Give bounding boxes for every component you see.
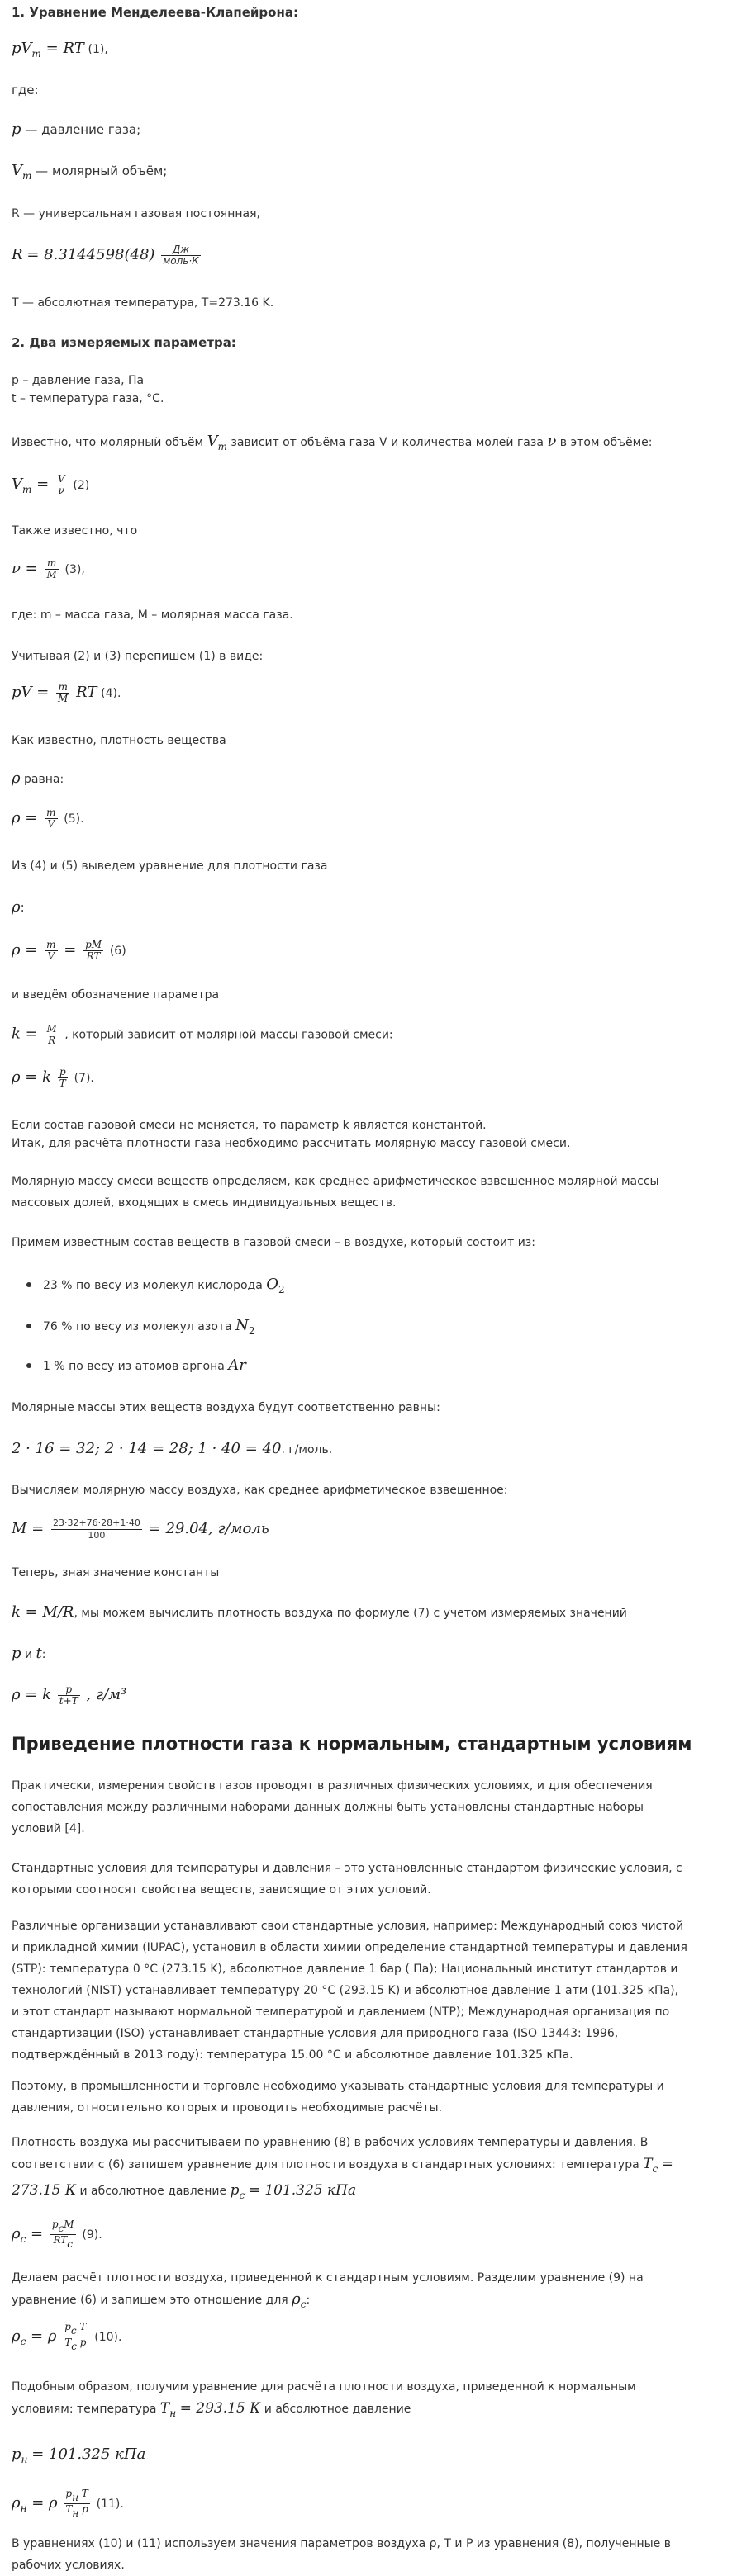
- air-average-intro: Вычисляем молярную массу воздуха, как среднее арифметическое взвешенное:: [12, 1484, 508, 1497]
- s3-paragraph-6: Делаем расчёт плотности воздуха, приведенной к стандартным условиям. Разделим уравнение (9) на уравнение (6) и запишем это отношение для $\rho_c$:: [12, 2271, 644, 2310]
- r-definition: R — универсальная газовая постоянная,: [12, 207, 260, 220]
- bullet-icon: [26, 1282, 31, 1287]
- t-definition: T — абсолютная температура, T=273.16 K.: [12, 296, 274, 310]
- bullet-icon: [26, 1324, 31, 1328]
- air-composition-intro: Примем известным состав веществ в газовой смеси – в воздухе, который состоит из:: [12, 1236, 535, 1249]
- rho-equals: ρ равна:: [12, 769, 64, 787]
- equation-7: ρ = k $\frac{p}{T}$ (7).: [12, 1066, 94, 1089]
- param-temperature: t – температура газа, °С.: [12, 392, 164, 405]
- bullet-icon: [26, 1363, 31, 1368]
- s3-paragraph-7: Подобным образом, получим уравнение для расчёта плотности воздуха, приведенной к нормальным условиям: температура $T_н = 293.15$ К и абсолютное давление: [12, 2380, 636, 2419]
- equation-9: $\rho_c$ = $\frac{\text{pcM}}{\text{RTc}}$ (9).: [12, 2218, 102, 2250]
- section-1-heading: 1. Уравнение Менделеева-Клапейрона:: [12, 5, 298, 20]
- knowing-constant: Теперь, зная значение константы: [12, 1566, 220, 1579]
- pn-value: $p_н = 101.325$ кПа: [12, 2446, 146, 2465]
- s3-paragraph-1: Практически, измерения свойств газов проводят в различных физических условиях, и для обеспечения сопоставления между различными наборами данных должны быть установлены стандартные наборы условий [4].: [12, 1779, 653, 1835]
- equation-10: $\rho_c = \rho$ $\frac{\text{pc T}}{\text{Tc p}}$ (10).: [12, 2321, 122, 2352]
- equation-11: $\rho_н = \rho$ $\frac{\text{pн T}}{\text{Tн p}}$ (11).: [12, 2488, 124, 2519]
- s3-paragraph-3: Различные организации устанавливают свои стандартные условия, например: Международный союз чистой и прикладной химии (IUPAC), установил в области химии определение стандартной температуры и давления (STP): температура 0 °C (273.15 K), абсолютное давление 1 бар ( Па); Национальный институт стандартов и технологий (NIST) устанавливает температуру 20 °C (293.15 K) и абсолютное давление 1 атм (101.325 кПа), и этот стандарт называют нормальной температурой и давлением (NTP); Международная организация по стандартизации (ISO) устанавливает стандартные условия для природного газа (ISO 13443: 1996, подтверждённый в 2013 году): температура 15.00 °C и абсолютное давление 101.325 кПа.: [12, 1920, 687, 2062]
- rho-symbol: ρ:: [12, 898, 25, 916]
- constant-note: Если состав газовой смеси не меняется, то параметр k является константой.: [12, 1119, 487, 1132]
- compute-density-text: k = M/R, мы можем вычислить плотность воздуха по формуле (7) с учетом измеряемых значений: [12, 1603, 627, 1621]
- k-definition: k = $\frac{M}{R}$ , который зависит от молярной массы газовой смеси:: [12, 1023, 393, 1046]
- s3-paragraph-4: Поэтому, в промышленности и торговле необходимо указывать стандартные условия для температуры и давления, относительно которых и проводить необходимые расчёты.: [12, 2080, 664, 2114]
- introduce-parameter: и введём обозначение параметра: [12, 988, 220, 1002]
- r-unit-fraction: $\frac{Дж}{\text{моль·К}}$: [163, 244, 199, 267]
- molar-masses-values: 2 · 16 = 32; 2 · 14 = 28; 1 · 40 = 40. г/моль.: [12, 1440, 333, 1457]
- molar-masses-intro: Молярные массы этих веществ воздуха будут соответственно равны:: [12, 1401, 440, 1414]
- equation-1: $pV_m$ = RT (1),: [12, 40, 108, 59]
- rewrite-text: Учитывая (2) и (3) перепишем (1) в виде:: [12, 650, 264, 663]
- equation-1-tag: (1),: [88, 43, 108, 56]
- air-item-nitrogen: 76 % по весу из молекул азота $N_2$: [43, 1317, 255, 1337]
- param-pressure: p – давление газа, Па: [12, 374, 145, 387]
- molar-mass-needed: Итак, для расчёта плотности газа необходимо рассчитать молярную массу газовой смеси.: [12, 1137, 571, 1150]
- equation-4: pV = $\frac{m}{M}$ RT (4).: [12, 681, 121, 704]
- equation-5: ρ = $\frac{m}{V}$ (5).: [12, 807, 84, 830]
- molar-volume-intro: Известно, что молярный объём $V_m$ зависит от объёма газа V и количества молей газа ν в этом объёме:: [12, 433, 653, 452]
- mass-definition: где: m – масса газа, М – молярная масса газа.: [12, 608, 293, 622]
- section-2-heading: 2. Два измеряемых параметра:: [12, 335, 236, 350]
- s3-paragraph-8: В уравнениях (10) и (11) используем значения параметров воздуха ρ, T и P из уравнения (8), полученные в рабочих условиях.: [12, 2537, 671, 2572]
- molar-mix-definition: Молярную массу смеси веществ определяем, как среднее арифметическое взвешенное молярной массы массовых долей, входящих в смесь индивидуальных веществ.: [12, 1175, 659, 1210]
- equation-3: ν = $\frac{m}{M}$ (3),: [12, 557, 85, 580]
- measured-values: p и t:: [12, 1645, 46, 1662]
- equation-8: ρ = k $\frac{p}{t+T}$ , г/м³: [12, 1683, 127, 1707]
- p-definition: p — давление газа;: [12, 121, 141, 138]
- equation-6: ρ = $\frac{m}{V}$ = $\frac{pM}{RT}$ (6): [12, 939, 126, 962]
- air-item-oxygen: 23 % по весу из молекул кислорода $O_2$: [43, 1276, 285, 1295]
- r-value-equation: R = 8.3144598(48) $\frac{Дж}{\text{моль·К}}$: [12, 244, 199, 267]
- derive-text: Из (4) и (5) выведем уравнение для плотности газа: [12, 859, 328, 873]
- density-known: Как известно, плотность вещества: [12, 734, 226, 747]
- equation-2: $V_m$ = $\frac{V}{\nu}$ (2): [12, 473, 90, 496]
- vm-definition: $V_m$ — молярный объём;: [12, 162, 168, 182]
- section-3-heading: Приведение плотности газа к нормальным, стандартным условиям: [12, 1734, 692, 1754]
- s3-paragraph-2: Стандартные условия для температуры и давления – это установленные стандартом физические условия, с которыми соотносят свойства веществ, зависящие от этих условий.: [12, 1862, 682, 1896]
- also-known: Также известно, что: [12, 524, 138, 537]
- air-item-argon: 1 % по весу из атомов аргона Ar: [43, 1357, 246, 1374]
- air-molar-mass-equation: M = $\frac{23\cdot 32+76\cdot 28+1\cdot 40}{100}$ = 29.04, г/моль: [12, 1518, 269, 1541]
- s3-paragraph-5: Плотность воздуха мы рассчитываем по уравнению (8) в рабочих условиях температуры и давления. В соответствии с (6) запишем уравнение для плотности воздуха в стандартных условиях: температура $T_c = 273.15$ К и абсолютное давление $p_c = 101.325$ кПа: [12, 2136, 673, 2201]
- where-label: где:: [12, 83, 39, 97]
